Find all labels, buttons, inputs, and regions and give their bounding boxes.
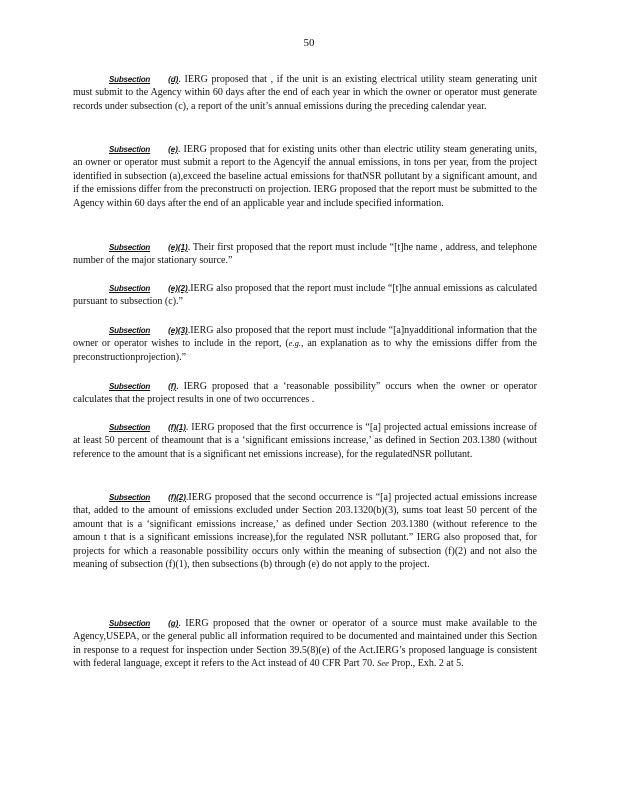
- paragraph-subsection-e2: [73, 282, 537, 309]
- subsection-label: (f): [168, 382, 177, 391]
- see-signal: See: [377, 658, 389, 669]
- subsection-heading: Subsection: [109, 382, 151, 391]
- paragraph-text: . Their first proposed that the report must include “[t]he name , address, and telephone number of the major stationary source.”: [73, 242, 537, 267]
- paragraph-text: .IERG proposed that the second occurrence is “[a] projected actual emissions increase that, added to the amount of emissions excluded under Section 203.1320(b)(3), sums toat least 50 percent of the amount that is a ‘significant emissions increase,’ as defined under Section 203.1380 (without reference to the amoun t that is a significant emissions increase),for the regulated NSR pollutant.” IERG also proposed that, for projects for which a reasonable possibility occurs only within the meaning of subsection (f)(2) and not also the meaning of subsection (f)(1), then subsections (b) through (e) do not apply to the project.: [73, 492, 537, 571]
- paragraph-text: .IERG also proposed that the report must include “[t]he annual emissions as calculated pursuant to subsection (c).”: [73, 283, 537, 308]
- paragraph-text-continued: Prop., Exh. 2 at 5.: [388, 658, 464, 670]
- eg-abbreviation: e.g.: [288, 338, 301, 349]
- subsection-label: (d): [168, 75, 179, 84]
- paragraph-subsection-e: [73, 143, 537, 210]
- subsection-heading: Subsection: [109, 284, 151, 293]
- subsection-heading: Subsection: [109, 243, 151, 252]
- subsection-heading: Subsection: [109, 493, 151, 502]
- subsection-label: (f)(1): [168, 423, 186, 432]
- subsection-label: (e)(3): [168, 326, 188, 335]
- subsection-heading: Subsection: [109, 145, 151, 154]
- page-number: 50: [303, 37, 315, 49]
- subsection-label: (e): [168, 145, 178, 154]
- subsection-heading: Subsection: [109, 619, 151, 628]
- paragraph-text: . IERG proposed that for existing units other than electric utility steam generating units, an owner or operator must submit a report to the Agencyif the annual emissions, in tons per year, from the project identified in subsection (a),exceed the baseline actual emissions for thatNSR pollutant by a significant amount, and if the emissions differ from the preconstructi on projection. IERG proposed that the report must be submitted to the Agency within 60 days after the end of an applicable year and include specified information.: [73, 144, 537, 209]
- paragraph-text: . IERG proposed that the first occurrence is “[a] projected actual emissions increase of at least 50 percent of theamount that is a ‘significant emissions increase,’ as defined in Section 203.1380 (without reference to the amount that is a significant net emissions increase), for the regulatedNSR pollutant.: [73, 422, 537, 460]
- paragraph-subsection-f: [73, 380, 537, 407]
- paragraph-subsection-g: [73, 617, 537, 671]
- paragraph-subsection-e3: [73, 324, 537, 364]
- paragraph-subsection-e1: [73, 241, 537, 268]
- paragraph-text: . IERG proposed that a ‘reasonable possibility” occurs when the owner or operator calculates that the project results in one of two occurrences .: [73, 381, 537, 406]
- paragraph-text: . IERG proposed that , if the unit is an existing electrical utility steam generating unit must submit to the Agency within 60 days after the end of each year in which the owner or operator must generate records under subsection (c), a report of the unit’s annual emissions during the preceding calendar year.: [73, 74, 537, 112]
- subsection-label: (g): [168, 619, 179, 628]
- subsection-label: (e)(1): [168, 243, 188, 252]
- paragraph-subsection-d: [73, 73, 537, 113]
- paragraph-subsection-f1: [73, 421, 537, 461]
- paragraph-text-continued: , an explanation as to why the emissions differ from the preconstructionprojection).”: [73, 338, 537, 363]
- subsection-heading: Subsection: [109, 75, 151, 84]
- subsection-heading: Subsection: [109, 326, 151, 335]
- subsection-heading: Subsection: [109, 423, 151, 432]
- subsection-label: (f)(2): [168, 493, 186, 502]
- paragraph-subsection-f2: [73, 491, 537, 571]
- paragraph-text: .IERG also proposed that the report must include “[a]nyadditional information that the owner or operator wishes to include in the report, (: [73, 325, 537, 350]
- subsection-label: (e)(2): [168, 284, 188, 293]
- paragraph-text: . IERG proposed that the owner or operator of a source must make available to the Agency,USEPA, or the general public all information required to be documented and maintained under this Section in response to a request for inspection under Section 39.5(8)(e) of the Act.IERG’s proposed language is consistent with federal language, except it refers to the Act instead of 40 CFR Part 70.: [73, 618, 537, 670]
